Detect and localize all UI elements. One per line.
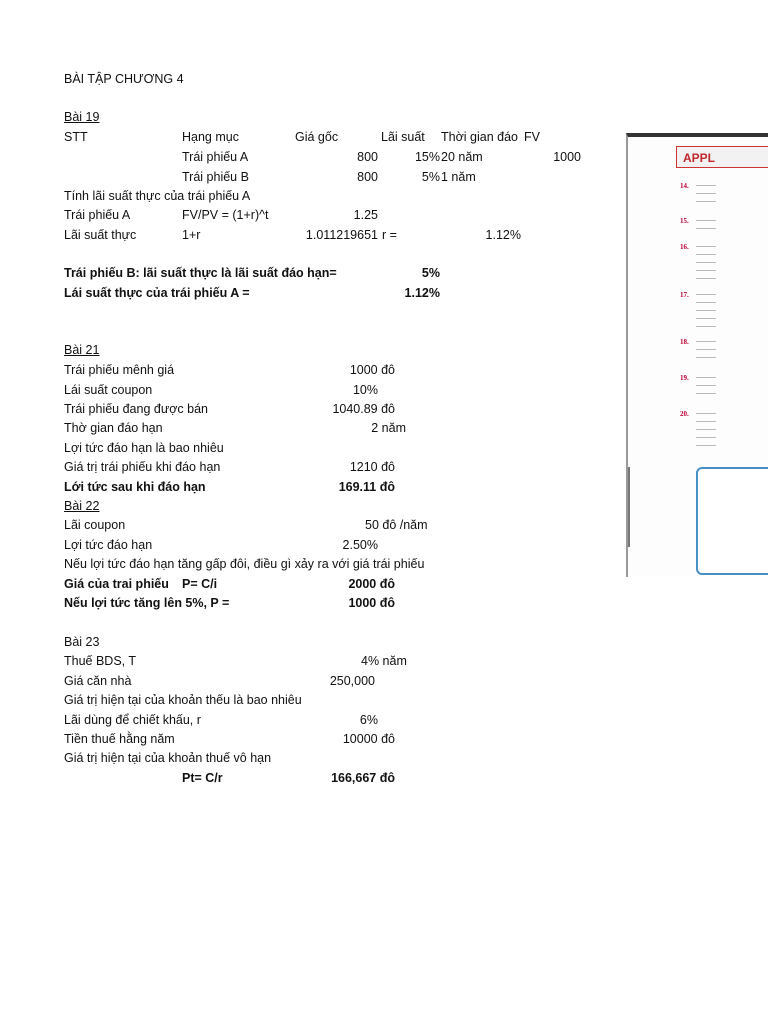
calc-row1-value: 1.25 <box>353 208 378 222</box>
bond-b-time: 1 năm <box>441 170 476 184</box>
header-lai-suat: Lãi suất <box>381 130 425 144</box>
textbook-section-header: APPL <box>676 146 768 168</box>
calc-row2-label: Lãi suất thực <box>64 228 137 242</box>
conclusion-bond-a-value: 1.12% <box>404 286 440 300</box>
bond-a-price: 800 <box>357 150 378 164</box>
bai21-row-value: 2 năm <box>371 421 406 435</box>
problem-number: 15. <box>680 217 689 225</box>
bond-a-fv: 1000 <box>553 150 581 164</box>
bond-b-name: Trái phiếu B <box>182 170 249 184</box>
bai23-row-value: 250,000 <box>329 674 375 688</box>
calc-title: Tính lãi suất thực của trái phiếu A <box>64 189 251 203</box>
bai22-result2-label: Nếu lợi tức tăng lên 5%, P = <box>64 596 230 610</box>
bond-a-name: Trái phiếu A <box>182 150 249 164</box>
calc-row2-r-label: r = <box>382 228 397 242</box>
problem-number: 20. <box>680 410 689 418</box>
textbook-page-image <box>626 133 768 577</box>
bai23-row-label: Tiền thuế hằng năm <box>64 732 175 746</box>
bai22-row-value: 2.50% <box>342 538 378 552</box>
problem-number: 14. <box>680 182 689 190</box>
header-gia-goc: Giá gốc <box>295 130 339 144</box>
bai22-result2-value: 1000 đô <box>348 596 395 610</box>
bai23-row-value: 6% <box>359 713 378 727</box>
bai21-result-value: 169.11 đô <box>338 480 395 494</box>
bond-b-rate: 5% <box>421 170 440 184</box>
bai21-result-label: Lới tức sau khi đáo hạn <box>64 480 206 494</box>
bai21-row-value: 1000 đô <box>349 363 395 377</box>
bai23-result-value: 166,667 đô <box>331 771 395 785</box>
bai21-row-value: 10% <box>352 383 378 397</box>
bai23-row-label: Thuế BDS, T <box>64 654 137 668</box>
bai22-row-value: 50 đô /năm <box>365 518 428 532</box>
bai23-row-label: Lãi dùng để chiết khấu, r <box>64 713 201 727</box>
bai21-row-label: Giá trị trái phiếu khi đáo hạn <box>64 460 221 474</box>
problem-number: 19. <box>680 374 689 382</box>
bai22-row-label: Lãi coupon <box>64 518 126 532</box>
bai21-row-value: 1210 đô <box>349 460 395 474</box>
calc-row2-value: 1.011219651 <box>305 228 378 242</box>
bai23-row-value: 10000 đô <box>342 732 395 746</box>
header-thoi-gian: Thời gian đáo <box>441 130 518 144</box>
textbook-callout-box <box>696 467 768 575</box>
conclusion-bond-b: Trái phiếu B: lãi suất thực là lãi suất đáo hạn= <box>64 266 337 280</box>
bai21-row-label: Trái phiếu đang được bán <box>64 402 208 416</box>
header-fv: FV <box>524 130 540 144</box>
header-stt: STT <box>64 130 88 144</box>
header-hang-muc: Hạng mục <box>182 130 239 144</box>
bai21-row-label: Thờ gian đáo hạn <box>64 421 163 435</box>
bai21-row-label: Lái suất coupon <box>64 383 153 397</box>
calc-row2-r-value: 1.12% <box>485 228 521 242</box>
bai21-row-value: 1040.89 đô <box>332 402 395 416</box>
bai22-heading: Bài 22 <box>64 499 100 513</box>
bai23-result-formula: Pt= C/r <box>182 771 223 785</box>
page-edge-shadow <box>628 467 630 547</box>
bond-b-price: 800 <box>357 170 378 184</box>
calc-row1-label: Trái phiếu A <box>64 208 131 222</box>
bai22-row-label: Lợi tức đáo hạn <box>64 538 153 552</box>
bai22-result1-formula: P= C/i <box>182 577 218 591</box>
page-title: BÀI TẬP CHƯƠNG 4 <box>64 72 184 86</box>
bai19-heading: Bài 19 <box>64 110 100 124</box>
bai22-result1-value: 2000 đô <box>348 577 395 591</box>
bai21-heading: Bài 21 <box>64 343 100 357</box>
bai21-row-label: Lợi tức đáo hạn là bao nhiêu <box>64 441 224 455</box>
problem-number: 17. <box>680 291 689 299</box>
calc-row1-formula: FV/PV = (1+r)^t <box>182 208 269 222</box>
problem-number: 18. <box>680 338 689 346</box>
bond-a-time: 20 năm <box>441 150 483 164</box>
bai21-row-label: Trái phiếu mênh giá <box>64 363 175 377</box>
bond-a-rate: 15% <box>414 150 440 164</box>
bai23-row-label: Giá trị hiện tại của khoản thuế vô hạn <box>64 751 272 765</box>
problem-number: 16. <box>680 243 689 251</box>
bai23-row-value: 4% năm <box>361 654 407 668</box>
bai23-row-label: Giá trị hiện tại của khoản thếu là bao nhiêu <box>64 693 302 707</box>
bai22-result1-label: Giá của trai phiếu <box>64 577 169 591</box>
bai23-heading: Bài 23 <box>64 635 100 649</box>
conclusion-bond-b-value: 5% <box>421 266 440 280</box>
calc-row2-formula: 1+r <box>182 228 201 242</box>
bai23-row-label: Giá căn nhà <box>64 674 132 688</box>
bai22-row-label: Nếu lợi tức đáo hạn tăng gấp đôi, điều gì xảy ra với giá trái phiếu <box>64 557 425 571</box>
conclusion-bond-a: Lái suất thực của trái phiếu A = <box>64 286 250 300</box>
